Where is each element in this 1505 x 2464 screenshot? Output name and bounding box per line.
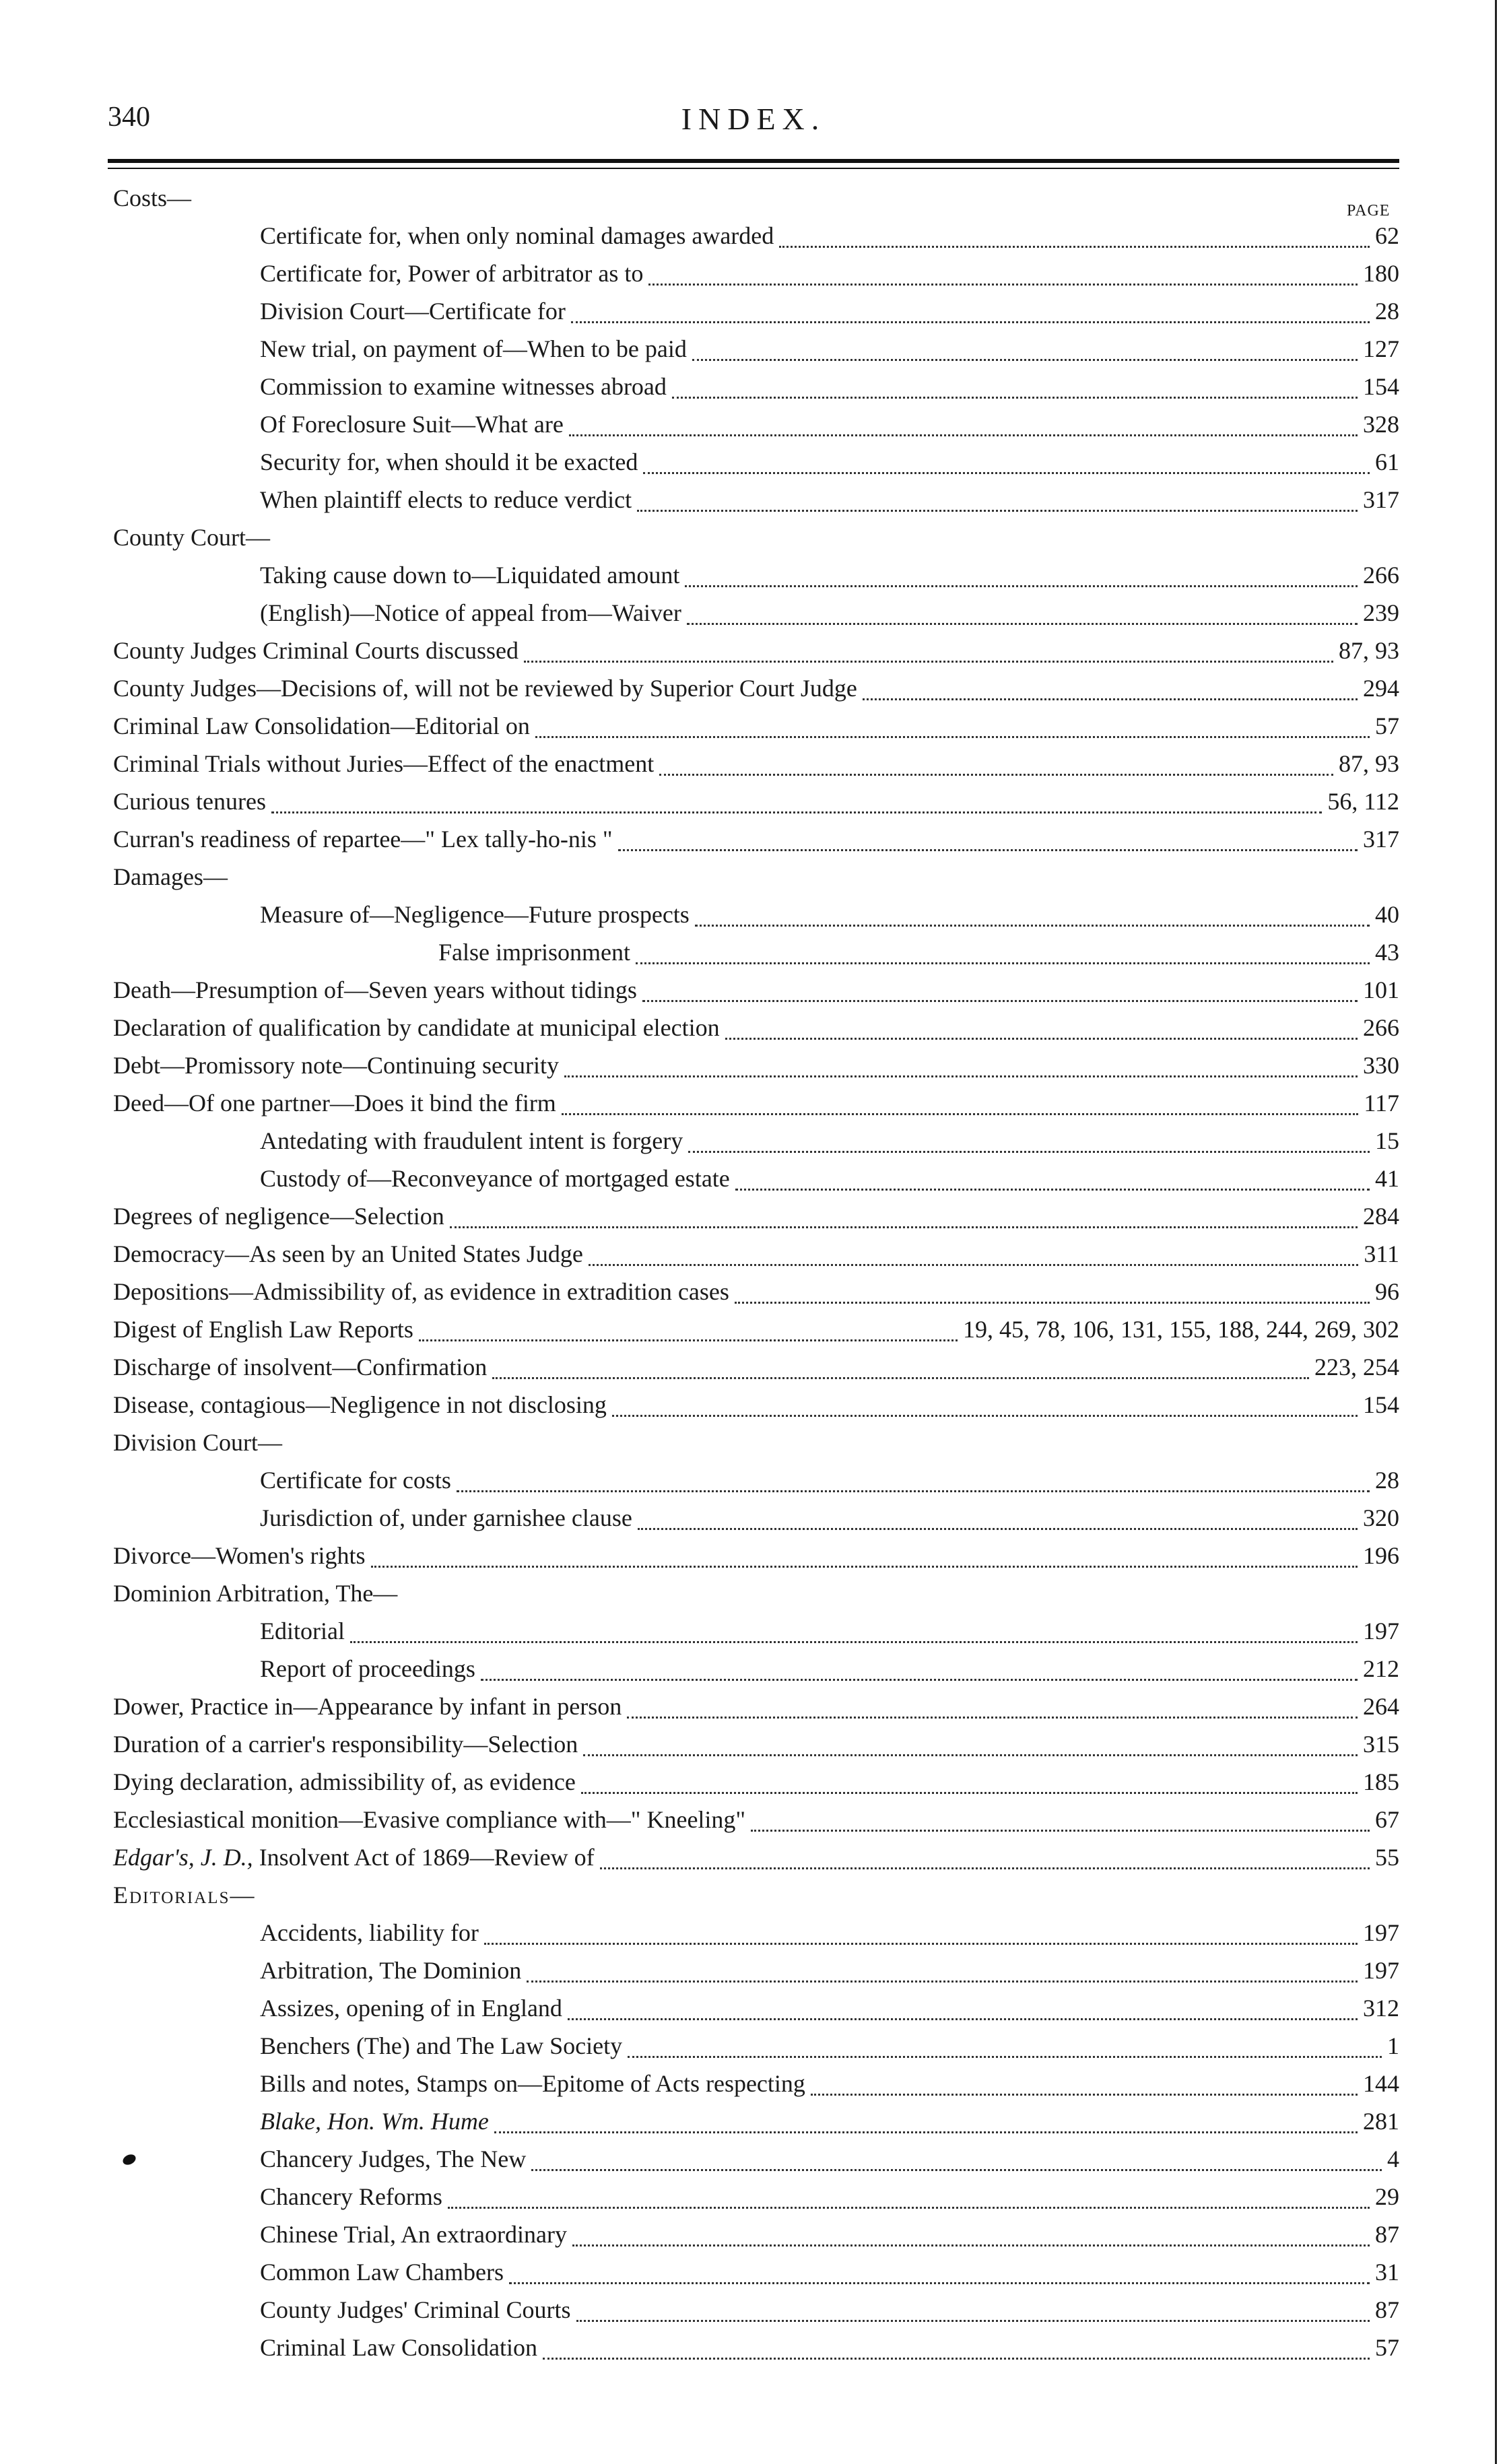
entry-term: New trial, on payment of—When to be paid bbox=[260, 335, 687, 362]
entry-pages: 29 bbox=[1375, 2183, 1399, 2210]
entry-pages: 101 bbox=[1363, 976, 1399, 1003]
entry-term: Measure of—Negligence—Future prospects bbox=[260, 901, 690, 928]
entry-pages: 266 bbox=[1363, 562, 1399, 589]
index-entry bbox=[113, 2027, 1399, 2065]
dot-leader bbox=[600, 1859, 1370, 1869]
dot-leader bbox=[735, 1180, 1370, 1191]
index-entry bbox=[113, 971, 1399, 1009]
entry-term: Dower, Practice in—Appearance by infant in person bbox=[113, 1693, 622, 1720]
entry-pages: 266 bbox=[1363, 1014, 1399, 1041]
entry-term: Declaration of qualification by candidate at municipal election bbox=[113, 1014, 720, 1041]
dot-leader bbox=[448, 2199, 1370, 2209]
index-entry bbox=[113, 1650, 1399, 1688]
page-column-label: PAGE bbox=[1347, 202, 1391, 220]
index-entry bbox=[113, 1386, 1399, 1424]
entry-pages: 197 bbox=[1363, 1919, 1399, 1946]
index-entry bbox=[113, 1084, 1399, 1122]
entry-term: Debt—Promissory note—Continuing security bbox=[113, 1052, 559, 1079]
dot-leader bbox=[643, 464, 1370, 474]
index-entry bbox=[113, 1914, 1399, 1952]
entry-term: Benchers (The) and The Law Society bbox=[260, 2032, 623, 2059]
dot-leader bbox=[450, 1218, 1358, 1228]
entry-pages: 28 bbox=[1375, 1467, 1399, 1494]
index-entry bbox=[113, 292, 1399, 330]
entry-pages: 61 bbox=[1375, 448, 1399, 475]
entry-pages: 31 bbox=[1375, 2259, 1399, 2286]
index-entry bbox=[113, 1348, 1399, 1386]
entry-pages: 312 bbox=[1363, 1995, 1399, 2022]
index-entry bbox=[113, 330, 1399, 368]
entry-pages: 320 bbox=[1363, 1504, 1399, 1531]
entry-term: False imprisonment bbox=[438, 939, 630, 966]
index-entry bbox=[113, 2102, 1399, 2140]
dot-leader bbox=[576, 2312, 1370, 2322]
entry-term: Discharge of insolvent—Confirmation bbox=[113, 1354, 488, 1380]
running-title: INDEX. bbox=[681, 102, 826, 136]
dot-leader bbox=[509, 2274, 1370, 2284]
entry-pages: 1 bbox=[1387, 2032, 1399, 2059]
dot-leader bbox=[628, 2048, 1382, 2058]
entry-pages: 223, 254 bbox=[1314, 1354, 1399, 1380]
entry-term: Accidents, liability for bbox=[260, 1919, 479, 1946]
dot-leader bbox=[494, 2123, 1358, 2133]
index-entry bbox=[113, 1461, 1399, 1499]
dot-leader bbox=[687, 615, 1358, 625]
dot-leader bbox=[648, 275, 1358, 286]
entry-term: Criminal Law Consolidation bbox=[260, 2334, 537, 2361]
entry-pages: 317 bbox=[1363, 826, 1399, 853]
entry-term: Depositions—Admissibility of, as evidence in extradition cases bbox=[113, 1278, 729, 1305]
entry-pages: 28 bbox=[1375, 298, 1399, 325]
index-entry bbox=[113, 1688, 1399, 1725]
dot-leader bbox=[481, 1671, 1358, 1681]
entry-pages: 264 bbox=[1363, 1693, 1399, 1720]
index-entry bbox=[113, 2216, 1399, 2253]
dot-leader bbox=[685, 577, 1358, 587]
dot-leader bbox=[524, 653, 1333, 663]
entry-term: Chancery Judges, The New bbox=[260, 2145, 527, 2172]
dot-leader bbox=[457, 1482, 1370, 1492]
entry-term: Antedating with fraudulent intent is forgery bbox=[260, 1127, 683, 1154]
entry-term: Divorce—Women's rights bbox=[113, 1542, 366, 1569]
entry-pages: 15 bbox=[1375, 1127, 1399, 1154]
dot-leader bbox=[637, 502, 1358, 512]
entry-term: Criminal Law Consolidation—Editorial on bbox=[113, 712, 530, 739]
entry-term: Division Court—Certificate for bbox=[260, 298, 566, 325]
index-entry bbox=[113, 443, 1399, 481]
index-heading: Division Court— bbox=[113, 1429, 283, 1456]
entry-term: County Judges—Decisions of, will not be reviewed by Superior Court Judge bbox=[113, 675, 857, 702]
dot-leader bbox=[568, 2010, 1358, 2020]
entry-term: County Judges' Criminal Courts bbox=[260, 2296, 571, 2323]
dot-leader bbox=[572, 2236, 1370, 2246]
entry-pages: 197 bbox=[1363, 1957, 1399, 1984]
entry-pages: 87 bbox=[1375, 2296, 1399, 2323]
entry-pages: 212 bbox=[1363, 1655, 1399, 1682]
entry-term: Certificate for costs bbox=[260, 1467, 451, 1494]
entry-term: When plaintiff elects to reduce verdict bbox=[260, 486, 632, 513]
entry-pages: 62 bbox=[1375, 222, 1399, 249]
index-heading: Costs— bbox=[113, 185, 192, 211]
dot-leader bbox=[688, 1143, 1370, 1153]
dot-leader bbox=[583, 1746, 1358, 1756]
index-entry bbox=[113, 1273, 1399, 1310]
entry-term: Democracy—As seen by an United States Judge bbox=[113, 1240, 583, 1267]
entry-pages: 43 bbox=[1375, 939, 1399, 966]
entry-pages: 281 bbox=[1363, 2108, 1399, 2135]
entry-pages: 154 bbox=[1363, 1391, 1399, 1418]
dot-leader bbox=[692, 351, 1358, 361]
entry-pages: 315 bbox=[1363, 1731, 1399, 1758]
entry-pages: 144 bbox=[1363, 2070, 1399, 2097]
index-entry bbox=[113, 1989, 1399, 2027]
index-heading: Dominion Arbitration, The— bbox=[113, 1580, 398, 1607]
entry-pages: 330 bbox=[1363, 1052, 1399, 1079]
entry-pages: 294 bbox=[1363, 675, 1399, 702]
dot-leader bbox=[751, 1822, 1370, 1832]
entry-term: Report of proceedings bbox=[260, 1655, 475, 1682]
index-entry bbox=[113, 1612, 1399, 1650]
entry-pages: 41 bbox=[1375, 1165, 1399, 1192]
dot-leader bbox=[564, 1067, 1358, 1077]
entry-pages: 87 bbox=[1375, 2221, 1399, 2248]
index-heading: Damages— bbox=[113, 863, 228, 890]
dot-leader bbox=[735, 1294, 1370, 1304]
index-entry bbox=[113, 1160, 1399, 1197]
entry-pages: 57 bbox=[1375, 712, 1399, 739]
dot-leader bbox=[527, 1972, 1358, 1983]
entry-pages: 87, 93 bbox=[1339, 637, 1399, 664]
index-entry bbox=[113, 933, 1399, 971]
dot-leader bbox=[612, 1407, 1358, 1417]
entry-term: Deed—Of one partner—Does it bind the firm bbox=[113, 1090, 556, 1117]
entry-term: Certificate for, Power of arbitrator as to bbox=[260, 260, 644, 287]
dot-leader bbox=[618, 841, 1358, 851]
index-entry bbox=[113, 481, 1399, 519]
entry-term-italic: Edgar's, J. D., bbox=[113, 1844, 253, 1871]
entry-pages: 87, 93 bbox=[1339, 750, 1399, 777]
index-entry bbox=[113, 1725, 1399, 1763]
entry-term: Dying declaration, admissibility of, as evidence bbox=[113, 1768, 576, 1795]
index-entry bbox=[113, 1122, 1399, 1160]
entry-pages: 117 bbox=[1364, 1090, 1399, 1117]
index-entry bbox=[113, 632, 1399, 669]
entry-pages: 55 bbox=[1375, 1844, 1399, 1871]
entry-term: Ecclesiastical monition—Evasive compliance with—" Kneeling" bbox=[113, 1806, 746, 1833]
page-edge-rule bbox=[1495, 0, 1497, 2464]
index-entry bbox=[113, 2253, 1399, 2291]
index-entry bbox=[113, 255, 1399, 292]
dot-leader bbox=[371, 1558, 1358, 1568]
entry-pages: 19, 45, 78, 106, 131, 155, 188, 244, 269, 302 bbox=[963, 1316, 1399, 1343]
index-entry bbox=[113, 594, 1399, 632]
entry-pages: 56, 112 bbox=[1327, 788, 1399, 815]
dot-leader bbox=[659, 766, 1333, 776]
entry-term: Editorial bbox=[260, 1618, 345, 1644]
index-entry bbox=[113, 745, 1399, 783]
dot-leader bbox=[535, 728, 1370, 738]
dot-leader bbox=[484, 1935, 1358, 1945]
index-entry bbox=[113, 1537, 1399, 1574]
entry-pages: 311 bbox=[1364, 1240, 1399, 1267]
header-rule-thick bbox=[108, 159, 1399, 163]
entry-pages: 4 bbox=[1387, 2145, 1399, 2172]
entry-pages: 96 bbox=[1375, 1278, 1399, 1305]
dot-leader bbox=[642, 992, 1358, 1002]
index-entry bbox=[113, 1197, 1399, 1235]
entry-term: Criminal Trials without Juries—Effect of the enactment bbox=[113, 750, 655, 777]
dot-leader bbox=[492, 1369, 1309, 1379]
entry-pages: 196 bbox=[1363, 1542, 1399, 1569]
index-entries bbox=[113, 179, 1399, 2366]
dot-leader bbox=[581, 1784, 1358, 1794]
index-entry bbox=[113, 1838, 1399, 1876]
index-entry bbox=[113, 1952, 1399, 1989]
page-header bbox=[108, 101, 1399, 148]
index-entry bbox=[113, 1763, 1399, 1801]
index-entry bbox=[113, 2065, 1399, 2102]
entry-term: Degrees of negligence—Selection bbox=[113, 1203, 444, 1230]
entry-term: Security for, when should it be exacted bbox=[260, 448, 638, 475]
entry-term: Death—Presumption of—Seven years without tidings bbox=[113, 976, 637, 1003]
index-entry bbox=[113, 1499, 1399, 1537]
index-entry bbox=[113, 2178, 1399, 2216]
entry-term: Custody of—Reconveyance of mortgaged estate bbox=[260, 1165, 730, 1192]
dot-leader bbox=[695, 917, 1370, 927]
entry-term: Blake, Hon. Wm. Hume bbox=[260, 2108, 489, 2135]
entry-term: Assizes, opening of in England bbox=[260, 1995, 562, 2022]
index-heading: County Court— bbox=[113, 524, 271, 551]
entry-term-rest: Insolvent Act of 1869—Review of bbox=[253, 1844, 595, 1871]
page-number: 340 bbox=[108, 102, 150, 133]
dot-leader bbox=[569, 426, 1358, 436]
dot-leader bbox=[350, 1633, 1358, 1643]
index-entry bbox=[113, 707, 1399, 745]
entry-term: County Judges Criminal Courts discussed bbox=[113, 637, 519, 664]
entry-pages: 197 bbox=[1363, 1618, 1399, 1644]
index-entry bbox=[113, 2329, 1399, 2366]
index-heading: Editorials— bbox=[113, 1882, 256, 1908]
index-entry bbox=[113, 2140, 1399, 2178]
index-entry bbox=[113, 1235, 1399, 1273]
index-entry bbox=[113, 556, 1399, 594]
index-entry bbox=[113, 1801, 1399, 1838]
entry-pages: 127 bbox=[1363, 335, 1399, 362]
dot-leader bbox=[672, 389, 1358, 399]
entry-term: Digest of English Law Reports bbox=[113, 1316, 413, 1343]
entry-term: Arbitration, The Dominion bbox=[260, 1957, 522, 1984]
index-entry bbox=[113, 1046, 1399, 1084]
entry-term: Disease, contagious—Negligence in not disclosing bbox=[113, 1391, 607, 1418]
entry-pages: 180 bbox=[1363, 260, 1399, 287]
dot-leader bbox=[638, 1520, 1358, 1530]
entry-term bbox=[113, 1838, 595, 1876]
entry-term: Chancery Reforms bbox=[260, 2183, 442, 2210]
entry-term: Chinese Trial, An extraordinary bbox=[260, 2221, 567, 2248]
entry-pages: 239 bbox=[1363, 599, 1399, 626]
dot-leader bbox=[863, 690, 1358, 700]
entry-pages: 185 bbox=[1363, 1768, 1399, 1795]
index-entry bbox=[113, 1009, 1399, 1046]
dot-leader bbox=[419, 1331, 958, 1341]
index-entry bbox=[113, 896, 1399, 933]
entry-term: Taking cause down to—Liquidated amount bbox=[260, 562, 680, 589]
entry-term: Commission to examine witnesses abroad bbox=[260, 373, 667, 400]
entry-pages: 317 bbox=[1363, 486, 1399, 513]
entry-pages: 57 bbox=[1375, 2334, 1399, 2361]
entry-term: Jurisdiction of, under garnishee clause bbox=[260, 1504, 632, 1531]
entry-term: Common Law Chambers bbox=[260, 2259, 504, 2286]
entry-pages: 328 bbox=[1363, 411, 1399, 438]
index-entry bbox=[113, 405, 1399, 443]
dot-leader bbox=[531, 2161, 1382, 2171]
dot-leader bbox=[271, 803, 1322, 813]
entry-term: Bills and notes, Stamps on—Epitome of Acts respecting bbox=[260, 2070, 805, 2097]
dot-leader bbox=[543, 2350, 1370, 2360]
entry-pages: 284 bbox=[1363, 1203, 1399, 1230]
dot-leader bbox=[627, 1708, 1358, 1719]
entry-term: (English)—Notice of appeal from—Waiver bbox=[260, 599, 681, 626]
entry-term: Certificate for, when only nominal damages awarded bbox=[260, 222, 774, 249]
index-entry bbox=[113, 2291, 1399, 2329]
index-entry bbox=[113, 783, 1399, 820]
index-entry bbox=[113, 217, 1399, 255]
dot-leader bbox=[779, 238, 1370, 248]
entry-term: Duration of a carrier's responsibility—Selection bbox=[113, 1731, 578, 1758]
dot-leader bbox=[571, 313, 1370, 323]
header-rule-thin bbox=[108, 168, 1399, 169]
entry-pages: 154 bbox=[1363, 373, 1399, 400]
dot-leader bbox=[589, 1256, 1359, 1266]
dot-leader bbox=[562, 1105, 1359, 1115]
dot-leader bbox=[636, 954, 1370, 964]
index-entry bbox=[113, 368, 1399, 405]
entry-pages: 40 bbox=[1375, 901, 1399, 928]
index-entry bbox=[113, 669, 1399, 707]
index-entry bbox=[113, 820, 1399, 858]
entry-term: Curran's readiness of repartee—" Lex tally-ho-nis " bbox=[113, 826, 613, 853]
entry-term: Curious tenures bbox=[113, 788, 266, 815]
dot-leader bbox=[725, 1030, 1358, 1040]
index-entry bbox=[113, 1310, 1399, 1348]
dot-leader bbox=[811, 2086, 1358, 2096]
entry-pages: 67 bbox=[1375, 1806, 1399, 1833]
entry-term: Of Foreclosure Suit—What are bbox=[260, 411, 564, 438]
